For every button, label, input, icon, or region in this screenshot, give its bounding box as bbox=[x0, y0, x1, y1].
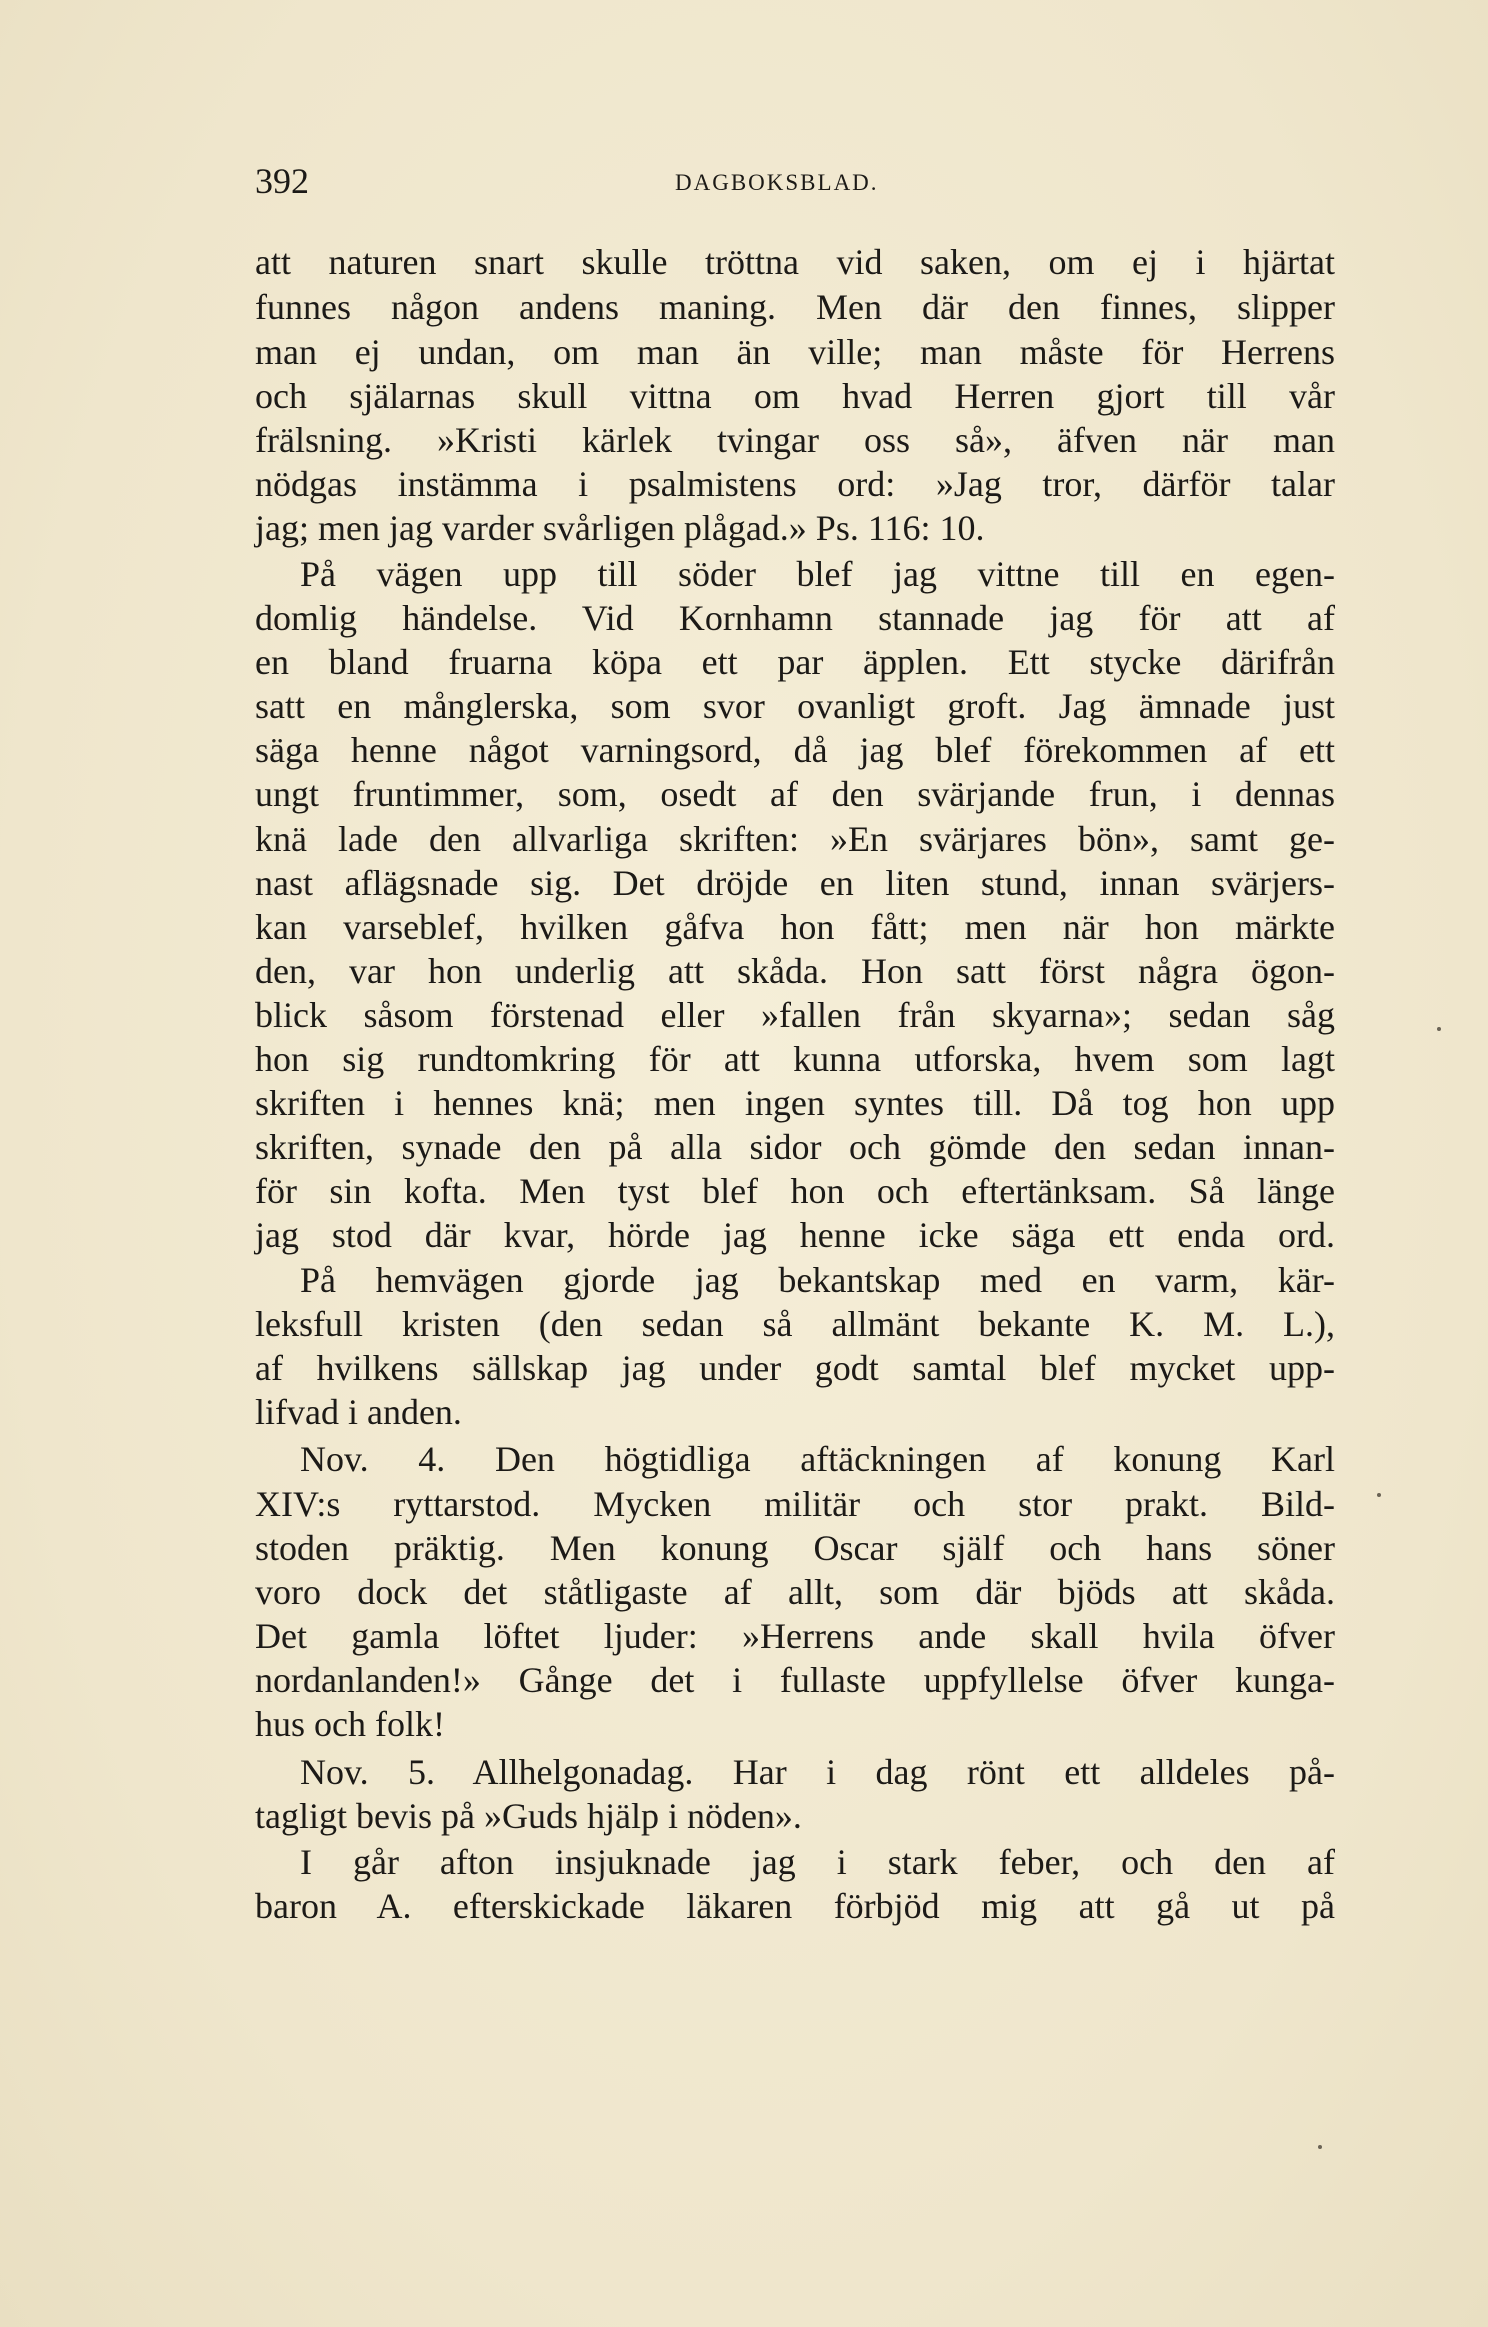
text-line: leksfull kristen (den sedan så allmänt bekante K. M. L.), bbox=[255, 1304, 1335, 1344]
paper-speck bbox=[1437, 1027, 1441, 1031]
text-line: att naturen snart skulle tröttna vid saken, om ej i hjärtat bbox=[255, 242, 1335, 282]
text-line: hon sig rundtomkring för att kunna utforska, hvem som lagt bbox=[255, 1039, 1335, 1079]
text-line: jag; men jag varder svårligen plågad.» Ps. 116: 10. bbox=[255, 508, 985, 548]
text-line: Nov. 5. Allhelgonadag. Har i dag rönt ett alldeles på- bbox=[300, 1752, 1335, 1792]
text-line: den, var hon underlig att skåda. Hon satt först några ögon- bbox=[255, 951, 1335, 991]
text-line: kan varseblef, hvilken gåfva hon fått; men när hon märkte bbox=[255, 907, 1335, 947]
text-line: stoden präktig. Men konung Oscar själf och hans söner bbox=[255, 1528, 1335, 1568]
text-line: nordanlanden!» Gånge det i fullaste uppfyllelse öfver kunga- bbox=[255, 1660, 1335, 1700]
text-line: XIV:s ryttarstod. Mycken militär och stor prakt. Bild- bbox=[255, 1484, 1335, 1524]
text-line: nast aflägsnade sig. Det dröjde en liten stund, innan svärjers- bbox=[255, 863, 1335, 903]
text-line: lifvad i anden. bbox=[255, 1392, 462, 1432]
text-line: jag stod där kvar, hörde jag henne icke säga ett enda ord. bbox=[255, 1215, 1335, 1255]
text-line: Nov. 4. Den högtidliga aftäckningen af konung Karl bbox=[300, 1439, 1335, 1479]
text-line: blick såsom förstenad eller »fallen från skyarna»; sedan såg bbox=[255, 995, 1335, 1035]
text-line: säga henne något varningsord, då jag blef förekommen af ett bbox=[255, 730, 1335, 770]
text-line: I går afton insjuknade jag i stark feber, och den af bbox=[300, 1842, 1335, 1882]
text-line: På vägen upp till söder blef jag vittne till en egen- bbox=[300, 554, 1335, 594]
page-number: 392 bbox=[255, 161, 309, 201]
running-title: DAGBOKSBLAD. bbox=[675, 170, 879, 195]
text-line: satt en månglerska, som svor ovanligt groft. Jag ämnade just bbox=[255, 686, 1335, 726]
text-line: och själarnas skull vittna om hvad Herren gjort till vår bbox=[255, 376, 1335, 416]
text-line: nödgas instämma i psalmistens ord: »Jag tror, därför talar bbox=[255, 464, 1335, 504]
text-line: en bland fruarna köpa ett par äpplen. Ett stycke därifrån bbox=[255, 642, 1335, 682]
text-line: På hemvägen gjorde jag bekantskap med en varm, kär- bbox=[300, 1260, 1335, 1300]
text-line: frälsning. »Kristi kärlek tvingar oss så», äfven när man bbox=[255, 420, 1335, 460]
text-line: knä lade den allvarliga skriften: »En svärjares bön», samt ge- bbox=[255, 819, 1335, 859]
text-line: man ej undan, om man än ville; man måste för Herrens bbox=[255, 332, 1335, 372]
text-line: voro dock det ståtligaste af allt, som där bjöds att skåda. bbox=[255, 1572, 1335, 1612]
text-line: tagligt bevis på »Guds hjälp i nöden». bbox=[255, 1796, 802, 1836]
text-line: ungt fruntimmer, som, osedt af den svärjande frun, i dennas bbox=[255, 774, 1335, 814]
text-line: funnes någon andens maning. Men där den finnes, slipper bbox=[255, 287, 1335, 327]
page-header bbox=[255, 160, 1330, 210]
text-line: domlig händelse. Vid Kornhamn stannade jag för att af bbox=[255, 598, 1335, 638]
text-line: af hvilkens sällskap jag under godt samtal blef mycket upp- bbox=[255, 1348, 1335, 1388]
text-line: skriften i hennes knä; men ingen syntes till. Då tog hon upp bbox=[255, 1083, 1335, 1123]
text-line: skriften, synade den på alla sidor och gömde den sedan innan- bbox=[255, 1127, 1335, 1167]
paper-speck bbox=[1318, 2145, 1322, 2149]
text-line: baron A. efterskickade läkaren förbjöd mig att gå ut på bbox=[255, 1886, 1335, 1926]
text-line: hus och folk! bbox=[255, 1704, 445, 1744]
text-line: för sin kofta. Men tyst blef hon och eftertänksam. Så länge bbox=[255, 1171, 1335, 1211]
paper-speck bbox=[1377, 1493, 1381, 1497]
text-line: Det gamla löftet ljuder: »Herrens ande skall hvila öfver bbox=[255, 1616, 1335, 1656]
